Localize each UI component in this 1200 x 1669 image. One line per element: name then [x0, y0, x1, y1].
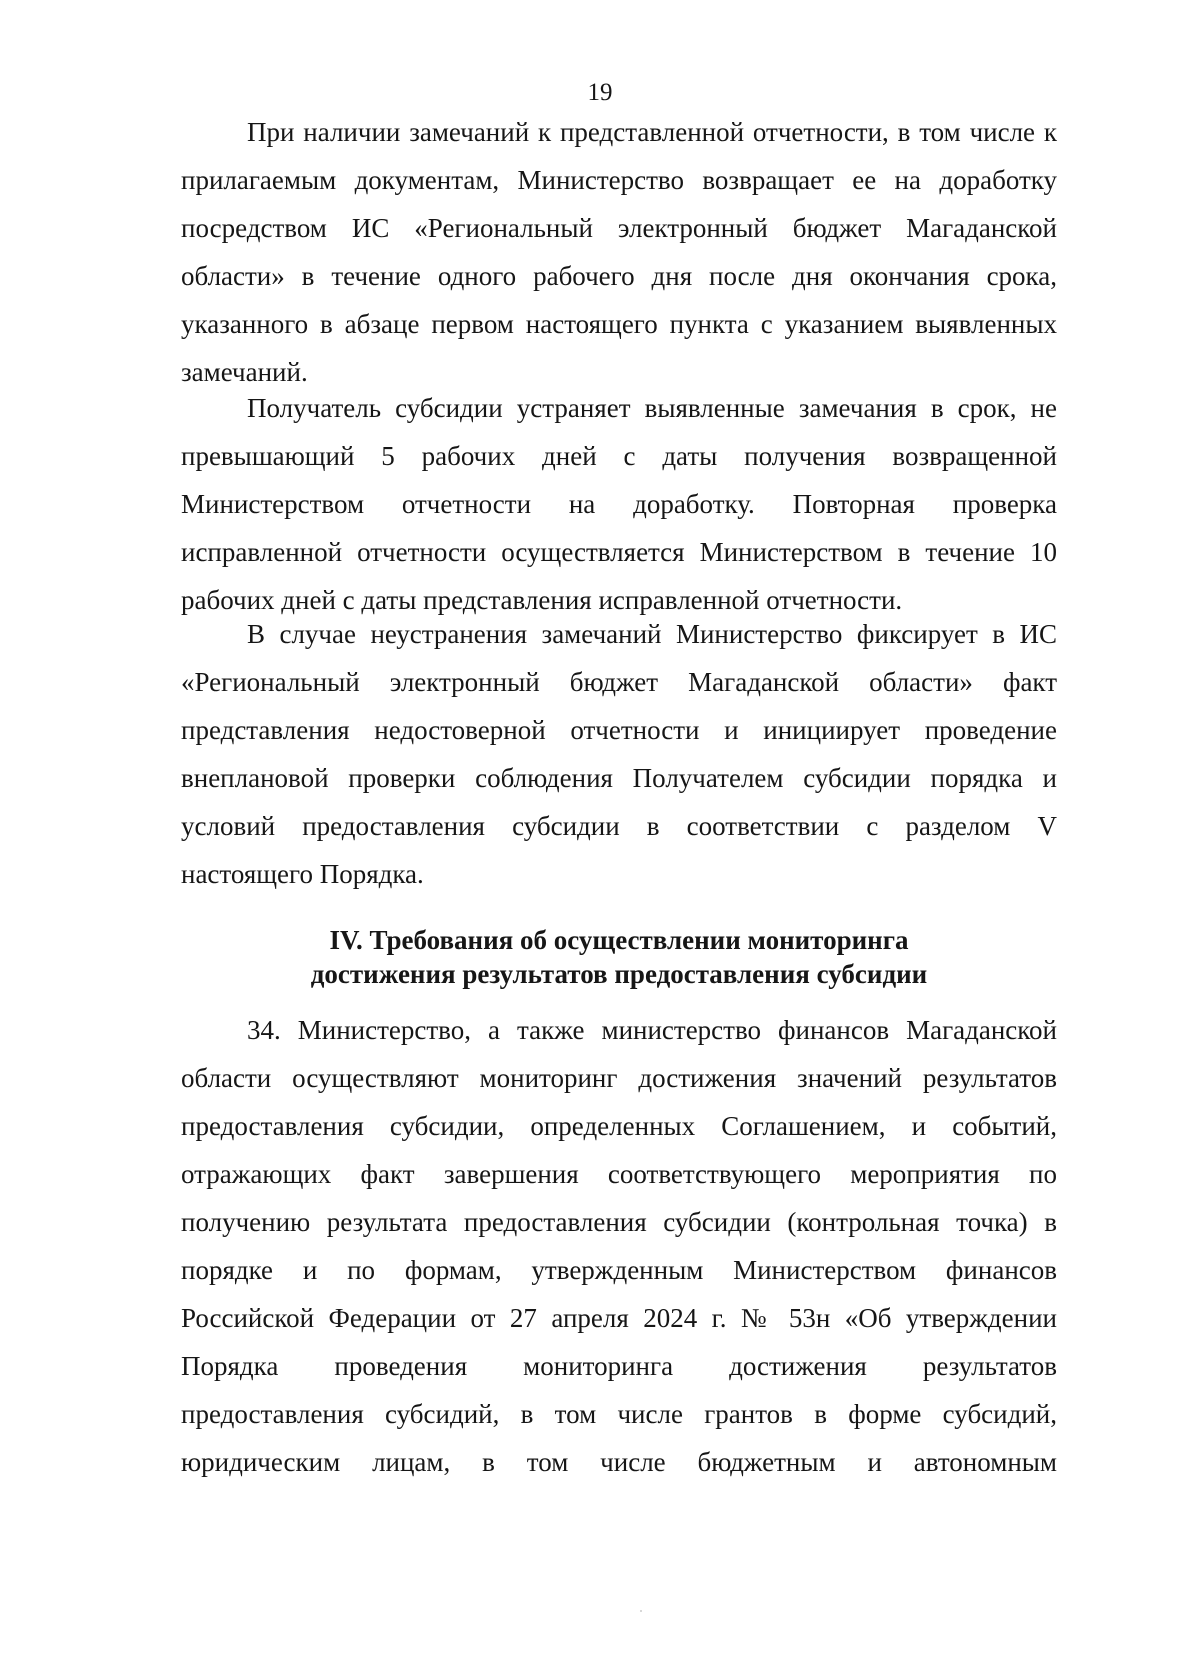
text-line: условий предоставления субсидии в соответствии с разделом V	[181, 811, 1057, 841]
text-line: юридическим лицам, в том числе бюджетным и автономным	[181, 1447, 1057, 1477]
text-line: «Региональный электронный бюджет Магаданской области» факт	[181, 667, 1057, 697]
text-line: Российской Федерации от 27 апреля 2024 г. № 53н «Об утверждении	[181, 1303, 1057, 1333]
text-line: Получатель субсидии устраняет выявленные замечания в срок, не	[247, 393, 1057, 423]
page-number: 19	[587, 79, 613, 106]
text-line: замечаний.	[181, 357, 308, 387]
text-line: области осуществляют мониторинг достижения значений результатов	[181, 1063, 1057, 1093]
text-line: исправленной отчетности осуществляется Министерством в течение 10	[181, 537, 1057, 567]
text-line: отражающих факт завершения соответствующего мероприятия по	[181, 1159, 1057, 1189]
heading-line: IV. Требования об осуществлении мониторинга	[329, 925, 909, 955]
text-line: посредством ИС «Региональный электронный бюджет Магаданской	[181, 213, 1057, 243]
text-line: предоставления субсидий, в том числе грантов в форме субсидий,	[181, 1399, 1057, 1429]
text-line: Порядка проведения мониторинга достижения результатов	[181, 1351, 1057, 1381]
text-line: области» в течение одного рабочего дня после дня окончания срока,	[181, 261, 1057, 291]
text-line: превышающий 5 рабочих дней с даты получения возвращенной	[181, 441, 1057, 471]
paragraph-unresolved-remarks	[181, 610, 1057, 898]
text-line: рабочих дней с даты представления исправленной отчетности.	[181, 585, 903, 615]
text-line: Министерством отчетности на доработку. Повторная проверка	[181, 489, 1057, 519]
text-line: представления недостоверной отчетности и инициирует проведение	[181, 715, 1057, 745]
text-line: получению результата предоставления субсидии (контрольная точка) в	[181, 1207, 1057, 1237]
text-line: В случае неустранения замечаний Министерство фиксирует в ИС	[247, 619, 1057, 649]
paragraph-34-monitoring	[181, 1006, 1057, 1486]
paragraph-remarks	[181, 108, 1057, 396]
heading-line: достижения результатов предоставления субсидии	[310, 959, 928, 989]
text-line: прилагаемым документам, Министерство возвращает ее на доработку	[181, 165, 1057, 195]
text-line: настоящего Порядка.	[181, 859, 424, 889]
paragraph-recipient-corrections	[181, 384, 1057, 624]
text-line: указанного в абзаце первом настоящего пункта с указанием выявленных	[181, 309, 1057, 339]
text-line: При наличии замечаний к представленной отчетности, в том числе к	[247, 117, 1057, 147]
text-line: порядке и по формам, утвержденным Министерством финансов	[181, 1255, 1057, 1285]
section-heading	[181, 923, 1057, 991]
text-line: внеплановой проверки соблюдения Получателем субсидии порядка и	[181, 763, 1057, 793]
text-line: 34. Министерство, а также министерство финансов Магаданской	[247, 1015, 1057, 1045]
text-line: предоставления субсидии, определенных Соглашением, и событий,	[181, 1111, 1057, 1141]
scan-speck	[640, 1610, 642, 1612]
